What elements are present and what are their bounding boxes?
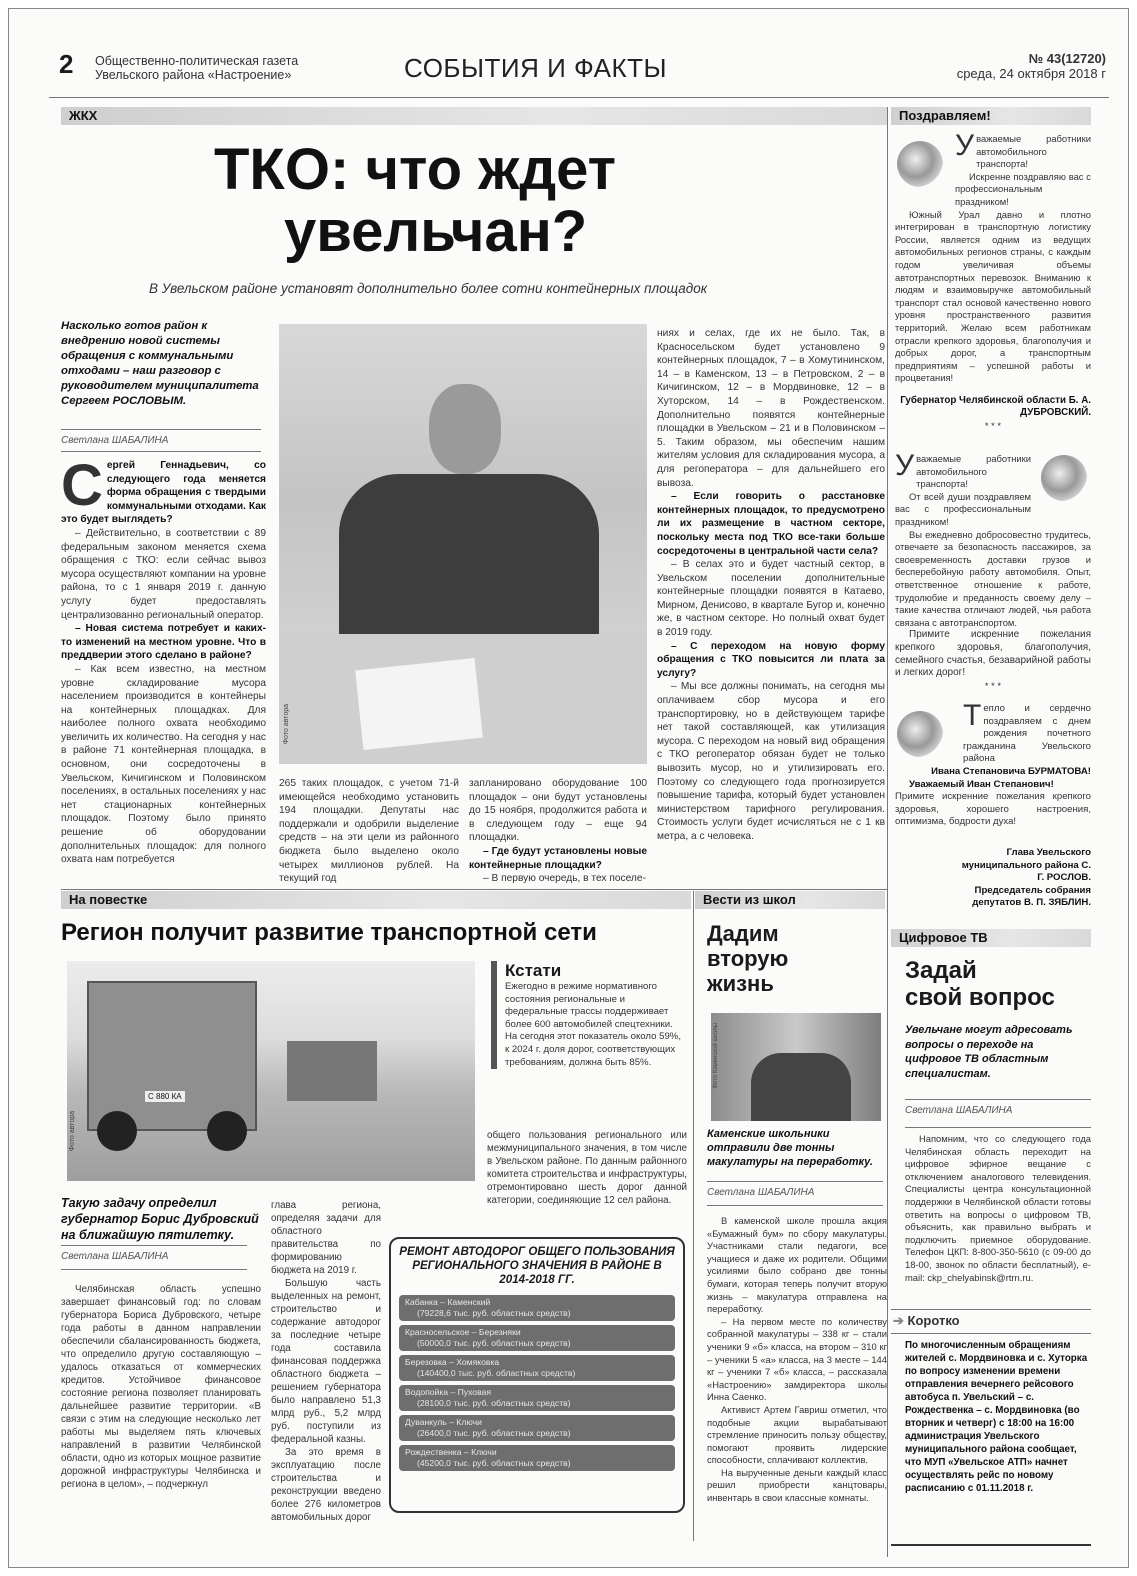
question-4: – Если говорить о расстановке контейнерных площадок, то предусмотрено ли их размещение в частном секторе, поскольку места под ТКО все-таки больше сосредоточены в центральной части села? bbox=[657, 491, 885, 557]
school-body bbox=[707, 1215, 887, 1505]
brief-rule-bottom bbox=[891, 1544, 1091, 1546]
tv-body bbox=[905, 1133, 1091, 1284]
newspaper-page bbox=[8, 8, 1129, 1568]
tv-title-line1: Задай bbox=[905, 957, 977, 984]
road-amount: (50000,0 тыс. руб. областных средств) bbox=[417, 1338, 571, 1348]
roads-box bbox=[389, 1237, 685, 1513]
congrats-block-1 bbox=[895, 129, 1091, 433]
answer-2: – Как всем известно, на местном уровне складирование мусора населением производится в контейнеры на контейнерных площадках. Для наиболее полного охвата необходимо увеличить их количество. На сегодня у нас в районе 71 контейнерная площадка, в основном, они сосредоточены в Увельском, Кичигинском и Половинском поселениях, в остальных поселениях у нас нет стационарных контейнерных площадок. Поэтому было принято решение об оборудовании дополнительных площадок: для полного охвата нам потребуется bbox=[61, 663, 266, 866]
transport-col2-p3: За это время в эксплуатацию после строительства и реконструкции введено более 276 километров автомобильных дорог bbox=[271, 1447, 381, 1523]
photo-person-suit bbox=[339, 474, 599, 644]
kstati-text: Ежегодно в режиме нормативного состояния региональные и федеральные трассы поддерживает более 600 автомобилей спецтехники. На сегодня этот показатель около 59%, к 2024 г. доля дорог, соответствующих требованиям, должна быть 85%. bbox=[505, 981, 681, 1068]
arrow-right-icon: ➔ bbox=[893, 1313, 908, 1328]
road-name: Дуванкуль – Ключи bbox=[405, 1417, 482, 1427]
transport-rule-1 bbox=[61, 1245, 247, 1246]
bottom-section-rule bbox=[61, 889, 887, 890]
main-photo bbox=[279, 324, 647, 764]
brief-header bbox=[893, 1313, 960, 1329]
section-title: СОБЫТИЯ И ФАКТЫ bbox=[404, 53, 668, 83]
lead-rule-1 bbox=[61, 429, 261, 430]
school-title-line1: Дадим bbox=[707, 921, 779, 946]
school-p2: – На первом месте по количеству собранной макулатуры – 338 кг – стали ученики 9 «б» класса, на втором – 310 кг – ученики 5 «а» класса, на 3 месте – 144 кг – ученики 7 «б» класса, – рассказала «Настроению» замдиректора школы Инна Саенко. bbox=[707, 1315, 887, 1403]
transport-rule-2 bbox=[61, 1269, 247, 1270]
tv-body-text: Напомним, что со следующего года Челябинская область переходит на цифровое эфирное вещание с отключением аналогового телевидения. Специалисты центра консультационной поддержки в Челябинской области готовы ответить на вопросы о цифровом ТВ, объяснить, как правильно выбрать и подключить приемное оборудование. Телефон ЦКП: 8-800-350-5610 (с 09-00 до 18-00, звонок по области бесплатный), e-mail: ckp_chelyabinsk@rtrn.ru. bbox=[905, 1133, 1091, 1283]
main-lead: Насколько готов район к внедрению новой системы обращения с коммунальными отходами – наш разговор с руководителем муниципалитета Сергеем РОСЛОВЫМ. bbox=[61, 320, 259, 407]
roads-box-title: РЕМОНТ АВТОДОРОГ ОБЩЕГО ПОЛЬЗОВАНИЯ РЕГИОНАЛЬНОГО ЗНАЧЕНИЯ В РАЙОНЕ В 2014-2018 ГГ. bbox=[399, 1245, 675, 1286]
tv-deck: Увельчане могут адресовать вопросы о переходе на цифровое ТВ областным специалистам. bbox=[905, 1024, 1073, 1080]
header-rule bbox=[49, 97, 1109, 98]
congrats2-body: Вы ежедневно добросовестно трудитесь, отвечаете за безопасность пассажиров, за своевременность доставки грузов и бесперебойную работу автомобиля. Опыт, ответственное отношение к работе, трудолюбие и преданность своему делу – такие качества отличают людей, чья работа связана с автотранспортом. bbox=[895, 528, 1091, 628]
page-number: 2 bbox=[59, 49, 74, 79]
congrats1-line2: Искренне поздравляю вас с профессиональным праздником! bbox=[955, 170, 1091, 207]
kstati-title: Кстати bbox=[505, 961, 562, 980]
road-row bbox=[399, 1295, 675, 1321]
road-amount: (28100,0 тыс. руб. областных средств) bbox=[417, 1398, 571, 1408]
road-amount: (26400,0 тыс. руб. областных средств) bbox=[417, 1428, 571, 1438]
truck-wheel bbox=[97, 1111, 137, 1151]
school-deck: Каменские школьники отправили две тонны макулатуры на переработку. bbox=[707, 1128, 873, 1168]
column-divider-school bbox=[693, 891, 694, 1541]
truck-wheel-2 bbox=[207, 1111, 247, 1151]
congrats3-text: епло и сердечно поздравляем с днем рождения почетного гражданина Увельского района bbox=[963, 703, 1091, 765]
school-photo-people bbox=[751, 1053, 851, 1121]
rubric-school-news: Вести из школ bbox=[695, 891, 885, 909]
road-row bbox=[399, 1355, 675, 1381]
question-1: ергей Геннадьевич, со следующего года меняется форма обращения с твердыми коммунальными отходами. Как это будет выглядеть? bbox=[61, 460, 266, 526]
road-row bbox=[399, 1415, 675, 1441]
flower-icon-2 bbox=[1041, 455, 1087, 501]
tv-rule-2 bbox=[905, 1127, 1091, 1128]
paper-name-line1: Общественно-политическая газета bbox=[95, 54, 299, 68]
answer-5: – Мы все должны понимать, на сегодня мы оплачиваем сбор мусора и его транспортировку, но в действующем тарифе нет такой составляющей, как утилизация мусора. С переходом на новый вид обращения с ТКО регоператор обязан будет не только вывозить мусор, но и утилизировать его. Поэтому со следующего года прогнозируется повышение тарифа, который будет установлен министерством тарифного регулирования. Стоимость услуги будет исчисляться не с 1 кв метра, а с человека. bbox=[657, 681, 885, 842]
tv-title-line2: свой вопрос bbox=[905, 984, 1055, 1011]
congrats1-greeting: важаемые работники автомобильного транспорта! bbox=[976, 133, 1091, 170]
school-title-line3: жизнь bbox=[707, 971, 774, 996]
school-photo bbox=[711, 1013, 881, 1121]
answer-4: – В селах это и будет частный сектор, в Увельском поселении дополнительные контейнерные площадки появятся в Катаево, Мирном, Денисово, в квартале Бугор и, конечно же, в частном секторе. Но полный охват будет в 2019 году. bbox=[657, 559, 885, 639]
main-title-line1: ТКО: что ждет bbox=[214, 137, 617, 202]
answer-3-cont: ниях и селах, где их не было. Так, в Красносельском будет установлено 9 контейнерных площадок, 7 – в Хомутининском, 14 – в Каменском, 13 – в Петровском, 2 – в Кичигинском, 12 – в Мордвиновке, 12 – в Хуторском, 14 – в Рождественском. Дополнительно появятся контейнерные площадки в Увельском – 21 и в Половинском – 5. Таким образом, мы обеспечим нашим жителям условия для складирования мусора, а для регоператора – для дальнейшего его вывоза. bbox=[657, 328, 885, 489]
roads-list bbox=[399, 1295, 675, 1471]
congrats2-line2: От всей души поздравляем вас с профессиональным праздником! bbox=[895, 490, 1031, 527]
main-title-line2: увельчан? bbox=[284, 199, 588, 264]
truck-photo bbox=[67, 961, 475, 1181]
separator-1: * * * bbox=[984, 420, 1002, 432]
transport-deck: Такую задачу определил губернатор Борис Дубровский на ближайшую пятилетку. bbox=[61, 1196, 259, 1242]
brief-rubric: Коротко bbox=[907, 1313, 960, 1328]
congrats3-signature-2: Председатель собрания депутатов В. П. ЗЯБЛИН. bbox=[972, 884, 1091, 909]
main-col3 bbox=[469, 777, 647, 886]
q1-block bbox=[61, 453, 266, 527]
tv-rule-1 bbox=[905, 1099, 1091, 1100]
issue-info bbox=[957, 51, 1106, 81]
main-title bbox=[214, 139, 616, 263]
road-name: Рождественка – Ключи bbox=[405, 1447, 497, 1457]
road-name: Березовка – Хомяковка bbox=[405, 1357, 500, 1367]
congrats3-name: Ивана Степановича БУРМАТОВА! bbox=[931, 765, 1091, 777]
main-byline: Светлана ШАБАЛИНА bbox=[61, 435, 169, 446]
transport-byline: Светлана ШАБАЛИНА bbox=[61, 1251, 169, 1262]
congrats2-dropcap: У bbox=[895, 449, 915, 482]
rubric-congrats: Поздравляем! bbox=[891, 107, 1091, 125]
tv-byline: Светлана ШАБАЛИНА bbox=[905, 1105, 1013, 1116]
question-5: – С переходом на новую форму обращения с ТКО повысится ли плата за услугу? bbox=[657, 640, 885, 679]
road-row bbox=[399, 1385, 675, 1411]
tv-title bbox=[905, 957, 1055, 1011]
road-row bbox=[399, 1325, 675, 1351]
congrats3-wishes: Примите искренние пожелания крепкого здоровья, хорошего настроения, оптимизма, бодрости духа! bbox=[895, 791, 1091, 828]
column-divider-right bbox=[887, 107, 888, 1557]
brief-text: По многочисленным обращениям жителей с. Мордвиновка и с. Хуторка по вопросу изменении времени отправления вечернего рейсового автобуса п. Увельский – с. Рождественка – с. Мордвиновка (во вторник и четверг) с 18:00 на 16:00 администрация Увельского муниципального района сообщает, что МУП «Увельское АТП» начнет осуществлять рейс по новому расписанию с 01.11.2018 г. bbox=[905, 1340, 1088, 1494]
issue-date: среда, 24 октября 2018 г bbox=[956, 66, 1106, 81]
road-row bbox=[399, 1445, 675, 1471]
school-p4: На вырученные деньги каждый класс решил приобрести канцтовары, инвентарь в свои классные комнаты. bbox=[707, 1466, 887, 1504]
main-col1 bbox=[61, 453, 266, 867]
truck-body bbox=[87, 981, 257, 1131]
dropcap-s: С bbox=[61, 453, 103, 518]
paper-name bbox=[95, 54, 298, 82]
main-photo-credit: Фото автора bbox=[283, 704, 290, 745]
congrats3-signature-1: Глава Увельского муниципального района С. Г. РОСЛОВ. bbox=[961, 846, 1091, 884]
congrats1-signature: Губернатор Челябинской области Б. А. ДУБРОВСКИЙ. bbox=[900, 394, 1091, 419]
congrats-block-3 bbox=[895, 699, 1091, 910]
rubric-zhkh: ЖКХ bbox=[61, 107, 887, 125]
license-plate: С 880 КА bbox=[145, 1091, 185, 1102]
issue-number: № 43(12720) bbox=[1028, 51, 1106, 66]
road-amount: (45200,0 тыс. руб. областных средств) bbox=[417, 1458, 571, 1468]
kstati-sidebar bbox=[491, 961, 687, 1069]
school-p1: В каменской школе прошла акция «Бумажный бум» по сбору макулатуры. Участниками стали педагоги, все учащиеся и даже их родители. Общими усилиями было собрано две тонны бумаги, которая теперь получит вторую жизнь – макулатура отправлена на переработку. bbox=[707, 1215, 887, 1315]
road-amount: (140400,0 тыс. руб. областных средств) bbox=[417, 1368, 576, 1378]
separator-2: * * * bbox=[984, 679, 1002, 691]
school-p3: Активист Артем Гавриш отметил, что подобные акции вырабатывают стремление приносить пользу обществу, помогают проявить лидерские способности, сплачивают коллектив. bbox=[707, 1403, 887, 1466]
school-rule-1 bbox=[707, 1181, 883, 1182]
transport-col1-text: Челябинская область успешно завершает финансовый год: по словам губернатора Бориса Дубровского, четыре года работы в данном направлении обеспечили сбалансированность бюджета, что определило другую составляющую – удалось отказаться от коммерческих кредитов. Устойчивое финансовое состояние региона позволяет планировать дальнейшее развитие территории. «В связи с этим на следующие несколько лет работы мы выделяем пять ключевых направлений в развитии Челябинской области, одно из которых мощное развитие дорожной инфраструктуры Челябинска и региона в целом», – подчеркнул bbox=[61, 1284, 261, 1490]
school-title bbox=[707, 921, 788, 996]
truck-photo-credit: Фото автора bbox=[69, 1111, 76, 1152]
road-name: Водопойка – Пуховая bbox=[405, 1387, 491, 1397]
congrats-block-2 bbox=[895, 449, 1091, 692]
school-byline: Светлана ШАБАЛИНА bbox=[707, 1187, 815, 1198]
col3-text: запланировано оборудование 100 площадок – они будут установлены до 15 ноября, продолжится работа и в следующем году – еще 94 площадки. bbox=[469, 778, 647, 844]
transport-col2 bbox=[271, 1199, 381, 1524]
road-amount: (79228,6 тыс. руб. областных средств) bbox=[417, 1308, 571, 1318]
rubric-agenda: На повестке bbox=[61, 891, 691, 909]
main-col4 bbox=[657, 327, 885, 844]
transport-col2-p1: глава региона, определяя задачи для областного правительства по формированию бюджета на 2019 г. bbox=[271, 1200, 381, 1276]
congrats3-address: Уважаемый Иван Степанович! bbox=[909, 778, 1054, 790]
transport-col2-p2: Большую часть выделенных на ремонт, строительство и содержание автодорог за последние четыре года составила финансовая поддержка областного бюджета – решением губернатора было направлено 51,3 млрд руб., 5,2 млрд руб. поступили из федеральной казны. bbox=[271, 1278, 381, 1445]
photo-paper bbox=[355, 658, 483, 750]
tractor bbox=[287, 1041, 377, 1101]
answer-3-start: – В первую очередь, в тех поселе- bbox=[483, 873, 646, 885]
transport-col3: общего пользования регионального или межмуниципального значения, в том числе в Увельском районе. По данным районного комитета строительства и инфраструктуры, отремонтировано шесть дорог данной категории, соединяющие 12 сел района. bbox=[487, 1130, 687, 1206]
question-3: – Где будут установлены новые контейнерные площадки? bbox=[469, 845, 647, 871]
school-title-line2: вторую bbox=[707, 946, 789, 971]
transport-col1 bbox=[61, 1283, 261, 1491]
rubric-digital-tv: Цифровое ТВ bbox=[891, 929, 1091, 947]
lead-rule-2 bbox=[61, 451, 261, 452]
flower-icon-3 bbox=[897, 711, 943, 757]
main-col2: 265 таких площадок, с учетом 71-й имеющейся необходимо установить 194 площадки. Депутаты нас поддержали и одобрили выделение средств – на эти цели из районного бюджета было выделено около четырех миллионов рублей. На текущий год bbox=[279, 778, 459, 885]
school-photo-credit: Фото Каменской школы bbox=[713, 1023, 719, 1089]
question-2: – Новая система потребует и каких-то изменений на местном уровне. Что в преддверии этого сделано в районе? bbox=[61, 623, 266, 662]
road-name: Кабанка – Каменский bbox=[405, 1297, 491, 1307]
photo-person-head bbox=[429, 384, 501, 474]
flower-icon bbox=[897, 141, 943, 187]
congrats1-dropcap: У bbox=[955, 129, 975, 162]
school-rule-2 bbox=[707, 1205, 883, 1206]
congrats2-wishes: Примите искренние пожелания крепкого здоровья, благополучия, семейного счастья, безаварийной работы и легких дорог! bbox=[895, 629, 1091, 679]
brief-rule-mid bbox=[891, 1333, 1091, 1334]
road-name: Красносельское – Березняки bbox=[405, 1327, 521, 1337]
paper-name-line2: Увельского района «Настроение» bbox=[95, 68, 292, 82]
congrats3-dropcap: Т bbox=[963, 699, 982, 732]
brief-rule-top bbox=[891, 1309, 1091, 1310]
main-subtitle: В Увельском районе установят дополнительно более сотни контейнерных площадок bbox=[149, 281, 708, 296]
congrats1-body: Южный Урал давно и плотно интегрирован в транспортную логистику России, является одним из ведущих автомобильных регионов страны, с каждым годом увеличивая объемы автотранспортных перевозок. Вниманию к людям и взаимовыручке автомобильный транспорт стал основой качественно нового уровня пространственного развития территорий. Желаю всем работникам отрасли крепкого здоровья, благополучия и добрых дорог, а транспортным предприятиям – успешной работы и процветания! bbox=[895, 208, 1091, 384]
answer-1: – Действительно, в соответствии с 89 федеральным законом меняется схема обращения с ТКО: если сейчас вывоз мусора осуществляют компании на уровне района, то с 1 января 2019 г. данную услугу будет предоставлять централизованно региональный оператор. bbox=[61, 527, 266, 621]
congrats2-greeting: важаемые работники автомобильного транспорта! bbox=[916, 453, 1031, 490]
transport-title: Регион получит развитие транспортной сети bbox=[61, 919, 597, 946]
